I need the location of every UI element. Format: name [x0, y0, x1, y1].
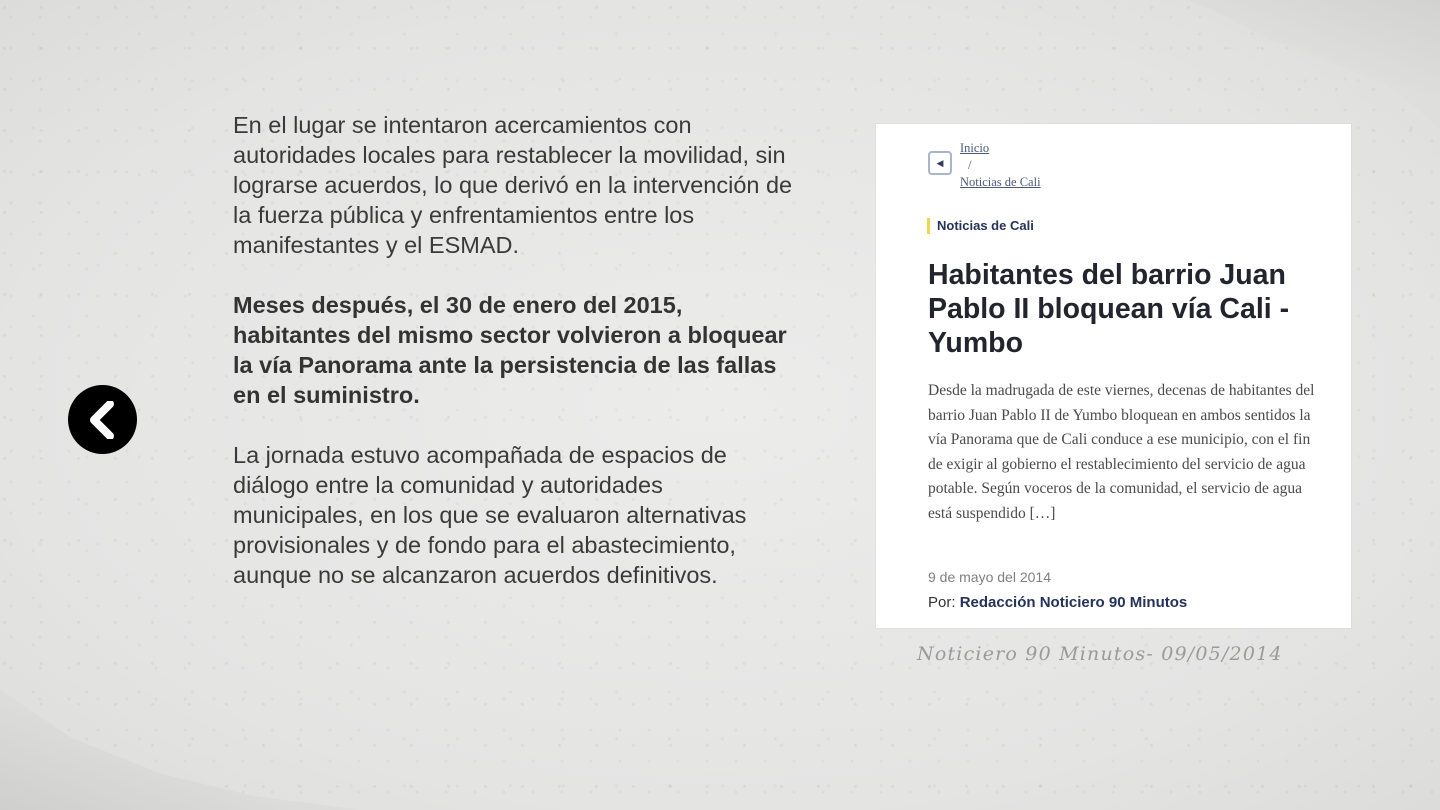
- news-author: [928, 594, 1187, 611]
- article-text: [233, 110, 798, 620]
- news-excerpt: Desde la madrugada de este viernes, decenas de habitantes del barrio Juan Pablo II de Yumbo bloquean en ambos sentidos la vía Panorama que de Cali conduce a ese municipio, con el fin de exigir al gobierno el restablecimiento del servicio de agua potable. Según voceros de la comunidad, el servicio de agua está suspendido […]: [928, 382, 1315, 522]
- paragraph-dialogue: La jornada estuvo acompañada de espacios de diálogo entre la comunidad y autoridades municipales, en los que se evaluaron alternativas provisionales y de fondo para el abastecimiento, aunque no se alcanzaron acuerdos definitivos.: [233, 442, 747, 588]
- paper-tear-bottom-left: [0, 690, 360, 810]
- breadcrumb-separator: /: [968, 158, 972, 172]
- author-prefix: Por:: [928, 594, 956, 611]
- paragraph-intervention: En el lugar se intentaron acercamientos con autoridades locales para restablecer la movilidad, sin lograrse acuerdos, lo que derivó en la intervención de la fuerza pública y enfrentamientos entre los manifestantes y el ESMAD.: [233, 112, 793, 258]
- chevron-left-icon: [86, 401, 120, 439]
- image-caption: Noticiero 90 Minutos- 09/05/2014: [917, 643, 1283, 665]
- home-icon: ◀: [928, 151, 952, 175]
- paragraph-highlight: Meses después, el 30 de enero del 2015, habitantes del mismo sector volvieron a bloquear la vía Panorama ante la persistencia de las fallas en el suministro.: [233, 292, 787, 408]
- breadcrumb-home-link: Inicio: [960, 141, 990, 155]
- news-headline: Habitantes del barrio Juan Pablo II bloquean vía Cali - Yumbo: [928, 259, 1290, 359]
- news-date: 9 de mayo del 2014: [928, 569, 1051, 585]
- paper-tear-top-right: [1080, 0, 1440, 130]
- breadcrumb-section-link: Noticias de Cali: [960, 175, 1041, 189]
- category-tag: Noticias de Cali: [927, 218, 1034, 234]
- back-button[interactable]: [68, 385, 137, 454]
- breadcrumb: [960, 140, 1041, 191]
- news-clipping-card: [876, 124, 1351, 628]
- author-name: Redacción Noticiero 90 Minutos: [959, 594, 1188, 611]
